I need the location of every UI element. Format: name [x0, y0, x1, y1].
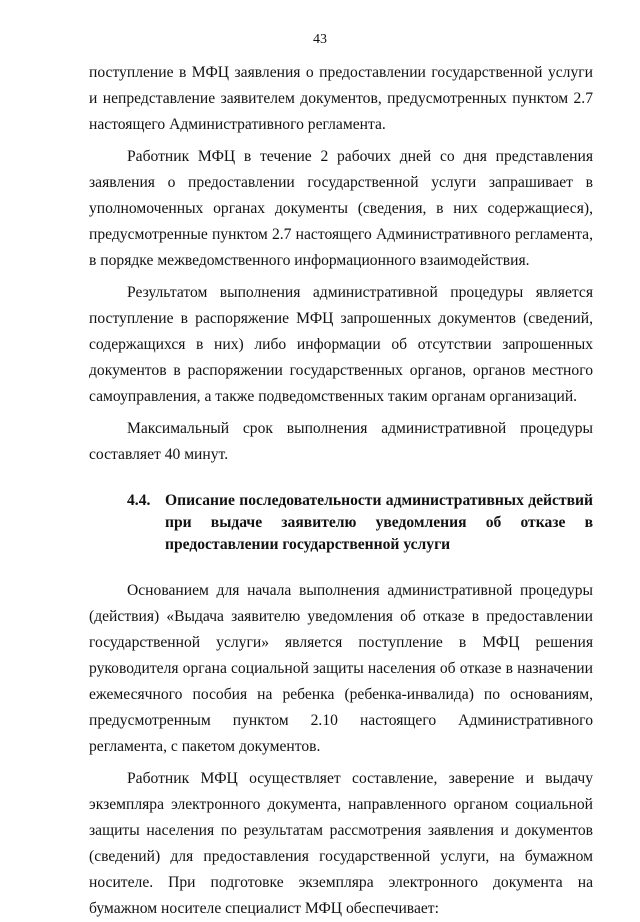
section-heading — [89, 490, 593, 556]
paragraph-mfc-request: Работник МФЦ в течение 2 рабочих дней со дня представления заявления о предоставлении государственной услуги запрашивает в уполномоченных органах документы (сведения, в них содержащиеся), предусмотренные пунктом 2.7 настоящего Административного регламента, в порядке межведомственного информационного взаимодействия. — [89, 148, 593, 269]
paragraph-grounds: Основанием для начала выполнения административной процедуры (действия) «Выдача заявителю уведомления об отказе в предоставлении государственной услуги» является поступление в МФЦ решения руководителя органа социальной защиты населения об отказе в назначении ежемесячного пособия на ребенка (ребенка-инвалида) по основаниям, предусмотренным пунктом 2.10 настоящего Административного регламента, с пакетом документов. — [89, 582, 593, 755]
paragraph-continuation: поступление в МФЦ заявления о предоставлении государственной услуги и непредставление заявителем документов, предусмотренных пунктом 2.7 настоящего Административного регламента. — [89, 64, 593, 133]
document-body — [89, 60, 593, 922]
section-title: Описание последовательности административных действий при выдаче заявителю уведомления об отказе в предоставлении государственной услуги — [165, 492, 593, 553]
paragraph-procedure-result: Результатом выполнения административной процедуры является поступление в распоряжение МФЦ запрошенных документов (сведений, содержащихся в них) либо информации об отсутствии запрошенных документов в распоряжении государственных органов, органов местного самоуправления, а также подведомственных таким органам организаций. — [89, 284, 593, 405]
paragraph-mfc-employee: Работник МФЦ осуществляет составление, заверение и выдачу экземпляра электронного документа, направленного органом социальной защиты населения по результатам рассмотрения заявления и документов (сведений) для предоставления государственной услуги, на бумажном носителе. При подготовке экземпляра электронного документа на бумажном носителе специалист МФЦ обеспечивает: — [89, 770, 593, 917]
page-number: 43 — [313, 32, 327, 47]
paragraph-max-duration: Максимальный срок выполнения административной процедуры составляет 40 минут. — [89, 420, 593, 463]
section-number: 4.4. — [127, 492, 151, 509]
